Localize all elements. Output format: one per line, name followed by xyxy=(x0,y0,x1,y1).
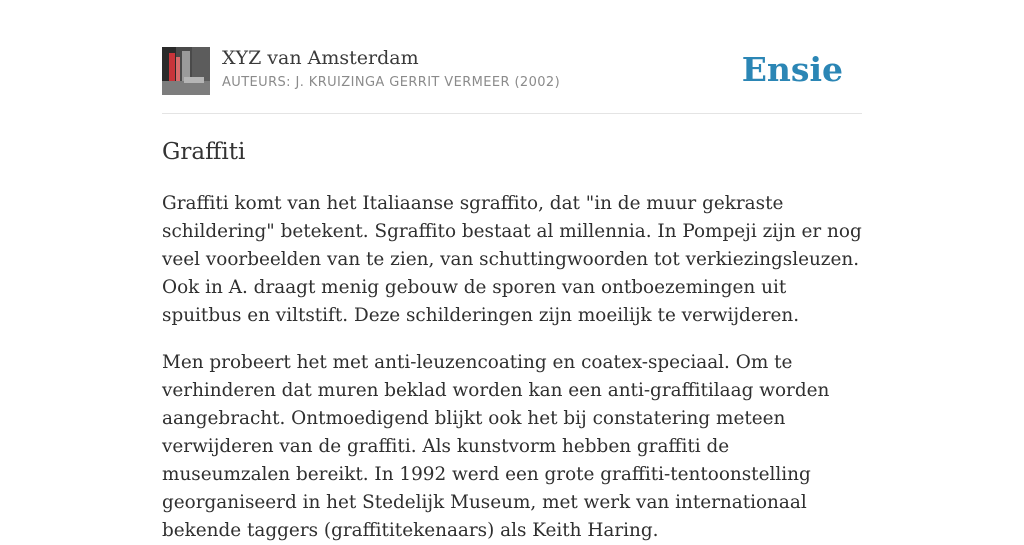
article xyxy=(162,136,862,545)
article-paragraph-2: Men probeert het met anti-leuzencoating en coatex-speciaal. Om te verhinderen dat muren beklad worden kan een anti-graffitilaag worden aangebracht. Ontmoedigend blijkt ook het bij constatering meteen verwijderen van de graffiti. Als kunstvorm hebben graffiti de museumzalen bereikt. In 1992 werd een grote graffiti-tentoonstelling georganiseerd in het Stedelijk Museum, met werk van internationaal bekende taggers (graffititekenaars) als Keith Haring. xyxy=(162,352,830,541)
source-title[interactable]: XYZ van Amsterdam xyxy=(222,47,419,69)
article-paragraph-1: Graffiti komt van het Italiaanse sgraffito, dat "in de muur gekraste schildering" betekent. Sgraffito bestaat al millennia. In Pompeji zijn er nog veel voorbeelden van te zien, van schuttingwoorden tot verkiezingsleuzen. Ook in A. draagt menig gebouw de sporen van ontboezemingen uit spuitbus en viltstift. Deze schilderingen zijn moeilijk te verwijderen. xyxy=(162,193,862,326)
source-header xyxy=(162,46,862,114)
source-cover-avatar[interactable] xyxy=(162,47,210,95)
source-authors: AUTEURS: J. KRUIZINGA GERRIT VERMEER (2002) xyxy=(222,75,561,90)
article-title: Graffiti xyxy=(162,139,246,165)
street-photo-icon xyxy=(162,47,210,95)
ensie-logo[interactable]: Ensie xyxy=(741,50,843,89)
